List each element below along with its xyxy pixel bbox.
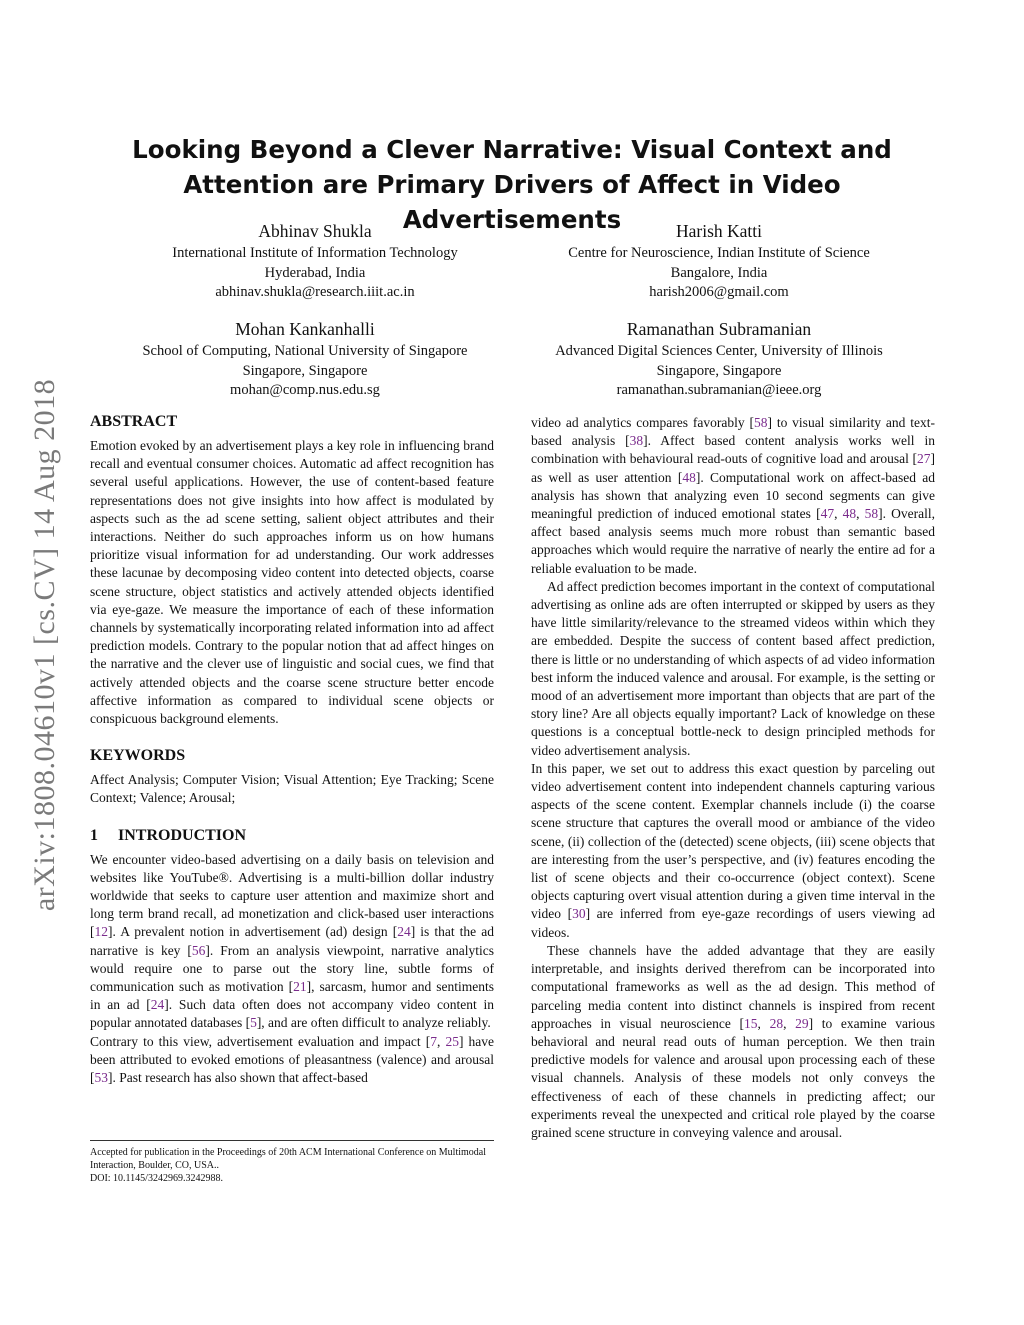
author-email: ramanathan.subramanian@ieee.org [616, 382, 822, 398]
author-location: Singapore, Singapore [656, 362, 782, 379]
citation-link[interactable]: 7 [430, 1033, 437, 1049]
abstract-heading: ABSTRACT [90, 413, 178, 430]
author-email: harish2006@gmail.com [649, 284, 789, 300]
abstract-text: Emotion evoked by an advertisement plays a key role in influencing brand recall and eventual consumer choices. Automatic ad affect recognition has several useful applications. However, the use of content-based feature representations does not give insights into how affect is modulated by aspects such as the ad scene setting, salient object attributes and their interactions. Neither do such approaches inform us on how humans prioritize visual information for ad understanding. Our work addresses these lacunae by decomposing video content into detected objects, coarse scene structure, object statistics and actively attended objects identified via eye-gaze. We measure the importance of each of these information channels by systematically incorporating related information into ad affect prediction models. Contrary to the popular notion that ad affect hinges on the narrative and the clever use of linguistic and social cues, we find that actively attended objects and the coarse scene structure better encode affective information as compared to individual scene objects or conspicuous background elements. [90, 438, 494, 727]
title-line-1: Looking Beyond a Clever Narrative: Visual Context and [132, 135, 892, 164]
author-email: mohan@comp.nus.edu.sg [230, 382, 380, 398]
author-block-1 [95, 220, 535, 303]
right-column [531, 414, 935, 1142]
citation-link[interactable]: 30 [572, 906, 586, 922]
citation-link[interactable]: 27 [917, 451, 931, 467]
author-name: Mohan Kankanhalli [235, 319, 375, 339]
author-name: Abhinav Shukla [258, 221, 372, 241]
author-name: Ramanathan Subramanian [626, 319, 812, 339]
citation-link[interactable]: 48 [682, 469, 696, 485]
left-column [90, 412, 494, 1087]
section-number: 1 [90, 826, 98, 844]
author-location: Singapore, Singapore [242, 362, 368, 379]
citation-link[interactable]: 25 [445, 1033, 459, 1049]
citation-link[interactable]: 48 [842, 506, 857, 522]
citation-link[interactable]: 56 [191, 942, 206, 958]
footnote-publication: Accepted for publication in the Proceedings of 20th ACM International Conference on Multimodal Interaction, Boulder, CO, USA.. [90, 1147, 487, 1171]
author-affiliation: Advanced Digital Sciences Center, University of Illinois [555, 343, 883, 359]
citation-link[interactable]: 24 [397, 924, 411, 940]
citation-link[interactable]: 12 [94, 924, 108, 940]
citation-link[interactable]: 38 [629, 433, 644, 449]
citation-link[interactable]: 29 [795, 1015, 809, 1031]
citation-link[interactable]: 28 [769, 1015, 784, 1031]
citation-link[interactable]: 15 [744, 1015, 758, 1031]
citation-link[interactable]: 53 [94, 1070, 108, 1086]
right-paragraph-1: video ad analytics compares favorably [58] to visual similarity and text-based analysis [38]. Affect based content analysis works well in combination with behavioural read-outs of cognitive load and arousal [27] as well as user attention [48]. Computational work on affect-based ad analysis has shown that analyzing even 10 second segments can give meaningful prediction of induced emotional states [47, 48, 58]. Overall, affect based analysis seems much more robust than semantic based approaches which would require the narrative of nearly the entire ad for a reliable evaluation to be made. [531, 415, 936, 576]
author-affiliation: Centre for Neuroscience, Indian Institute of Science [568, 245, 870, 261]
citation-link[interactable]: 21 [293, 979, 307, 995]
right-paragraph-4: These channels have the added advantage that they are easily interpretable, and insights derived therefrom can be incorporated into computational frameworks as well as the ad design. This method of parceling media content into distinct channels is inspired from recent approaches in visual neuroscience [15, 28, 29] to examine various behavioral and neural read outs of human perception. We then train predictive models for valence and arousal upon processing each of these visual channels. Analysis of these models not only conveys the effectiveness of each of these channels in predicting affect; our experiments reveal the unexpected and critical role played by the coarse grained scene structure in conveying valence and arousal. [531, 942, 936, 1140]
right-paragraph-3: In this paper, we set out to address this exact question by parceling out video advertisement content into independent channels capturing various aspects of the scene content. Exemplar channels include (i) the coarse scene structure that captures the overall mood or ambiance of the video scene, (ii) collection of the (detected) scene objects, (iii) scene objects that are interesting from the user’s perspective, and (iv) features encoding the list of scene objects and their co-occurrence (object context). Scene objects capturing overt visual attention during a given time interval in the video [30] are inferred from eye-gaze recordings of users viewing ad videos. [531, 760, 935, 940]
title-line-2: Attention are Primary Drivers of Affect in Video Advertisements [183, 170, 841, 234]
author-affiliation: International Institute of Information Technology [172, 245, 458, 261]
author-name: Harish Katti [675, 221, 763, 241]
citation-link[interactable]: 58 [753, 415, 768, 430]
keywords-text: Affect Analysis; Computer Vision; Visual Attention; Eye Tracking; Scene Context; Valence; Arousal; [90, 772, 494, 806]
author-location: Hyderabad, India [264, 264, 366, 281]
citation-link[interactable]: 58 [864, 506, 879, 522]
intro-paragraph-1: We encounter video-based advertising on a daily basis on television and websites like YouTube®. Advertising is a multi-billion dollar industry worldwide that seeks to capture user attention and maximize short and long term brand recall, ad monetization and click-based user interactions [12]. A prevalent notion in advertisement (ad) design [24] is that the ad narrative is key [56]. From an analysis viewpoint, narrative analytics would require one to parse out the story line, subtle forms of communication such as motivation [21], sarcasm, humor and sentiments in an ad [24]. Such data often does not accompany video content in popular annotated databases [5], and are often difficult to analyze reliably. [90, 851, 494, 1031]
citation-link[interactable]: 47 [820, 506, 835, 522]
author-affiliation: School of Computing, National University of Singapore [142, 343, 468, 359]
author-block-2 [499, 220, 939, 303]
author-block-3 [85, 318, 525, 401]
introduction-heading [90, 826, 494, 846]
footnote [90, 1140, 494, 1185]
footnote-doi: DOI: 10.1145/3242969.3242988. [90, 1173, 223, 1184]
right-paragraph-2: Ad affect prediction becomes important in the context of computational advertising as online ads are often interrupted or skipped by users as they have little similarity/relevance to the streamed videos within which they are embedded. Despite the success of content based affect prediction, there is little or no understanding of which aspects of ad video information best inform the induced valence and arousal. For example, is the setting or mood of an advertisement more important than objects that are part of the story line? Are all objects equally important? Lack of knowledge on these questions is a conceptual bottle-neck to design principled methods for video advertisement analysis. [531, 578, 935, 758]
intro-paragraph-2: Contrary to this view, advertisement evaluation and impact [7, 25] have been attributed to evoked emotions of pleasantness (valence) and arousal [53]. Past research has also shown that affect-based [90, 1033, 495, 1086]
arxiv-identifier-text: arXiv:1808.04610v1 [cs.CV] 14 Aug 2018 [28, 378, 62, 912]
author-block-4 [499, 318, 939, 401]
section-title: INTRODUCTION [118, 826, 247, 844]
author-location: Bangalore, India [670, 264, 768, 281]
arxiv-identifier [25, 345, 65, 945]
citation-link[interactable]: 5 [250, 1015, 257, 1031]
author-email: abhinav.shukla@research.iiit.ac.in [215, 284, 415, 300]
citation-link[interactable]: 24 [150, 997, 165, 1013]
keywords-heading: KEYWORDS [90, 747, 186, 765]
